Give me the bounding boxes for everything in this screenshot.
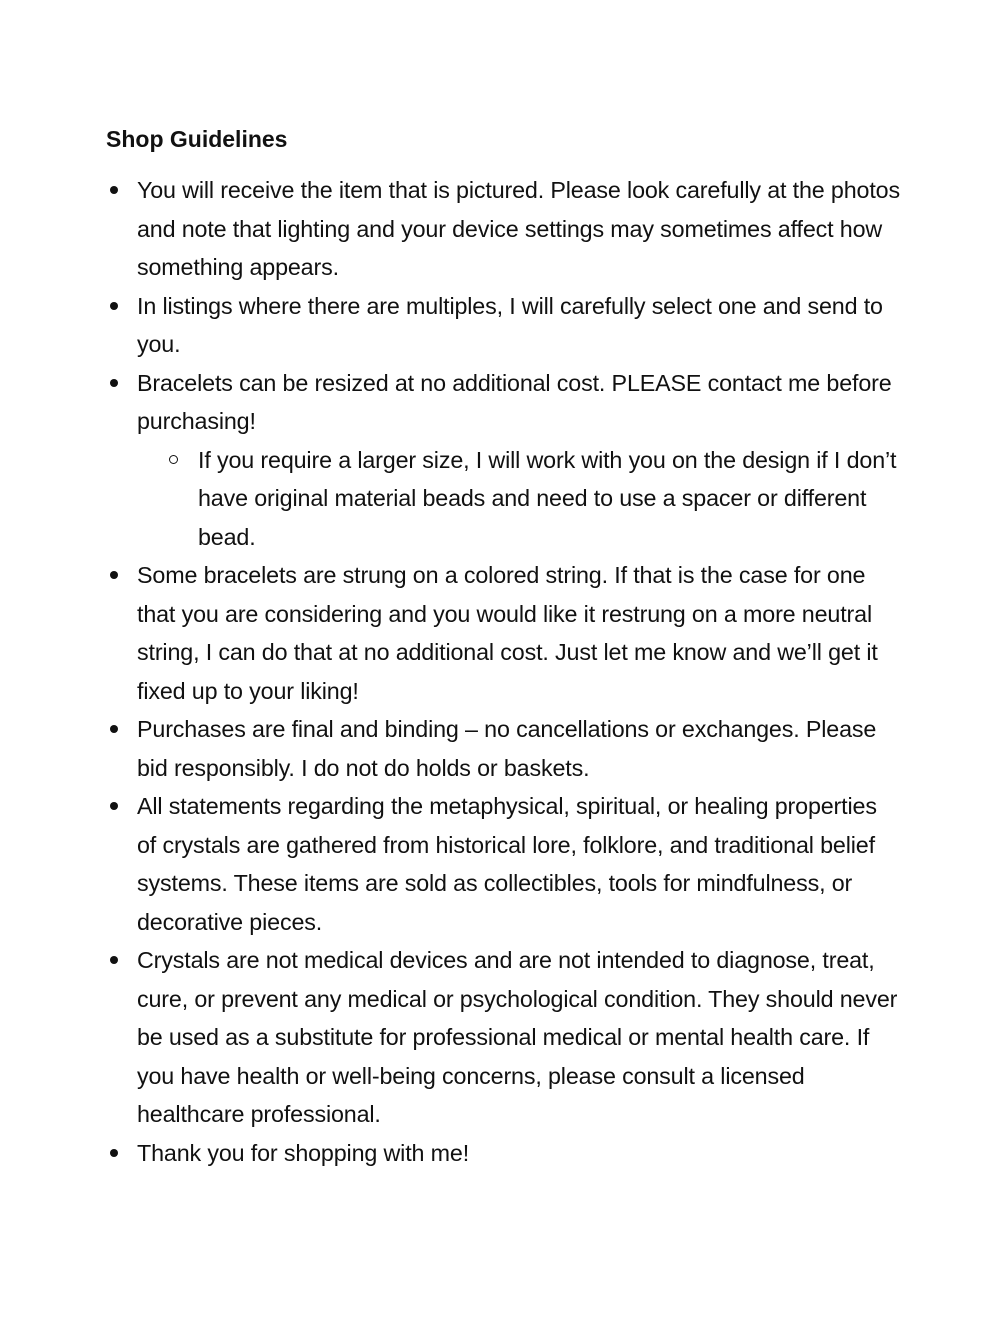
bullet-icon	[110, 302, 118, 310]
list-item-text: Some bracelets are strung on a colored string. If that is the case for one that you are considering and you would like it restrung on a more neutral string, I can do that at no additional cost. Just let me know and we’ll get it fixed up to your liking!	[137, 562, 878, 704]
list-item-text: Crystals are not medical devices and are not intended to diagnose, treat, cure, or prevent any medical or psychological condition. They should never be used as a substitute for professional medical or mental health care. If you have health or well-being concerns, please consult a licensed healthcare professional.	[137, 947, 898, 1127]
bullet-icon	[110, 1149, 118, 1157]
page-title: Shop Guidelines	[106, 126, 288, 152]
list-item	[0, 941, 1000, 1134]
bullet-icon	[110, 186, 118, 194]
bullet-icon	[110, 725, 118, 733]
list-item	[0, 287, 1000, 364]
list-item-text: In listings where there are multiples, I will carefully select one and send to you.	[137, 292, 883, 357]
guidelines-list	[0, 171, 1000, 1172]
sub-list-item	[137, 441, 900, 557]
list-item-text: Bracelets can be resized at no additional cost. PLEASE contact me before purchasing!	[137, 369, 892, 434]
bullet-icon	[110, 379, 118, 387]
list-item	[0, 710, 1000, 787]
bullet-icon	[110, 956, 118, 964]
list-item	[0, 171, 1000, 287]
list-item	[0, 364, 1000, 557]
list-item-text: You will receive the item that is pictured. Please look carefully at the photos and note that lighting and your device settings may sometimes affect how something appears.	[137, 177, 900, 280]
sub-list-item-text: If you require a larger size, I will work with you on the design if I don’t have original material beads and need to use a spacer or different bead.	[198, 446, 897, 550]
list-item	[0, 1134, 1000, 1173]
bullet-icon	[110, 802, 118, 810]
list-item-text: All statements regarding the metaphysical, spiritual, or healing properties of crystals are gathered from historical lore, folklore, and traditional belief systems. These items are sold as collectibles, tools for mindfulness, or decorative pieces.	[137, 793, 877, 935]
list-item-text: Thank you for shopping with me!	[137, 1139, 470, 1166]
list-item-text: Purchases are final and binding – no cancellations or exchanges. Please bid responsibly. I do not do holds or baskets.	[137, 716, 877, 781]
hollow-bullet-icon	[169, 455, 178, 464]
sub-list	[137, 441, 900, 557]
list-item	[0, 787, 1000, 941]
list-item	[0, 556, 1000, 710]
bullet-icon	[110, 571, 118, 579]
